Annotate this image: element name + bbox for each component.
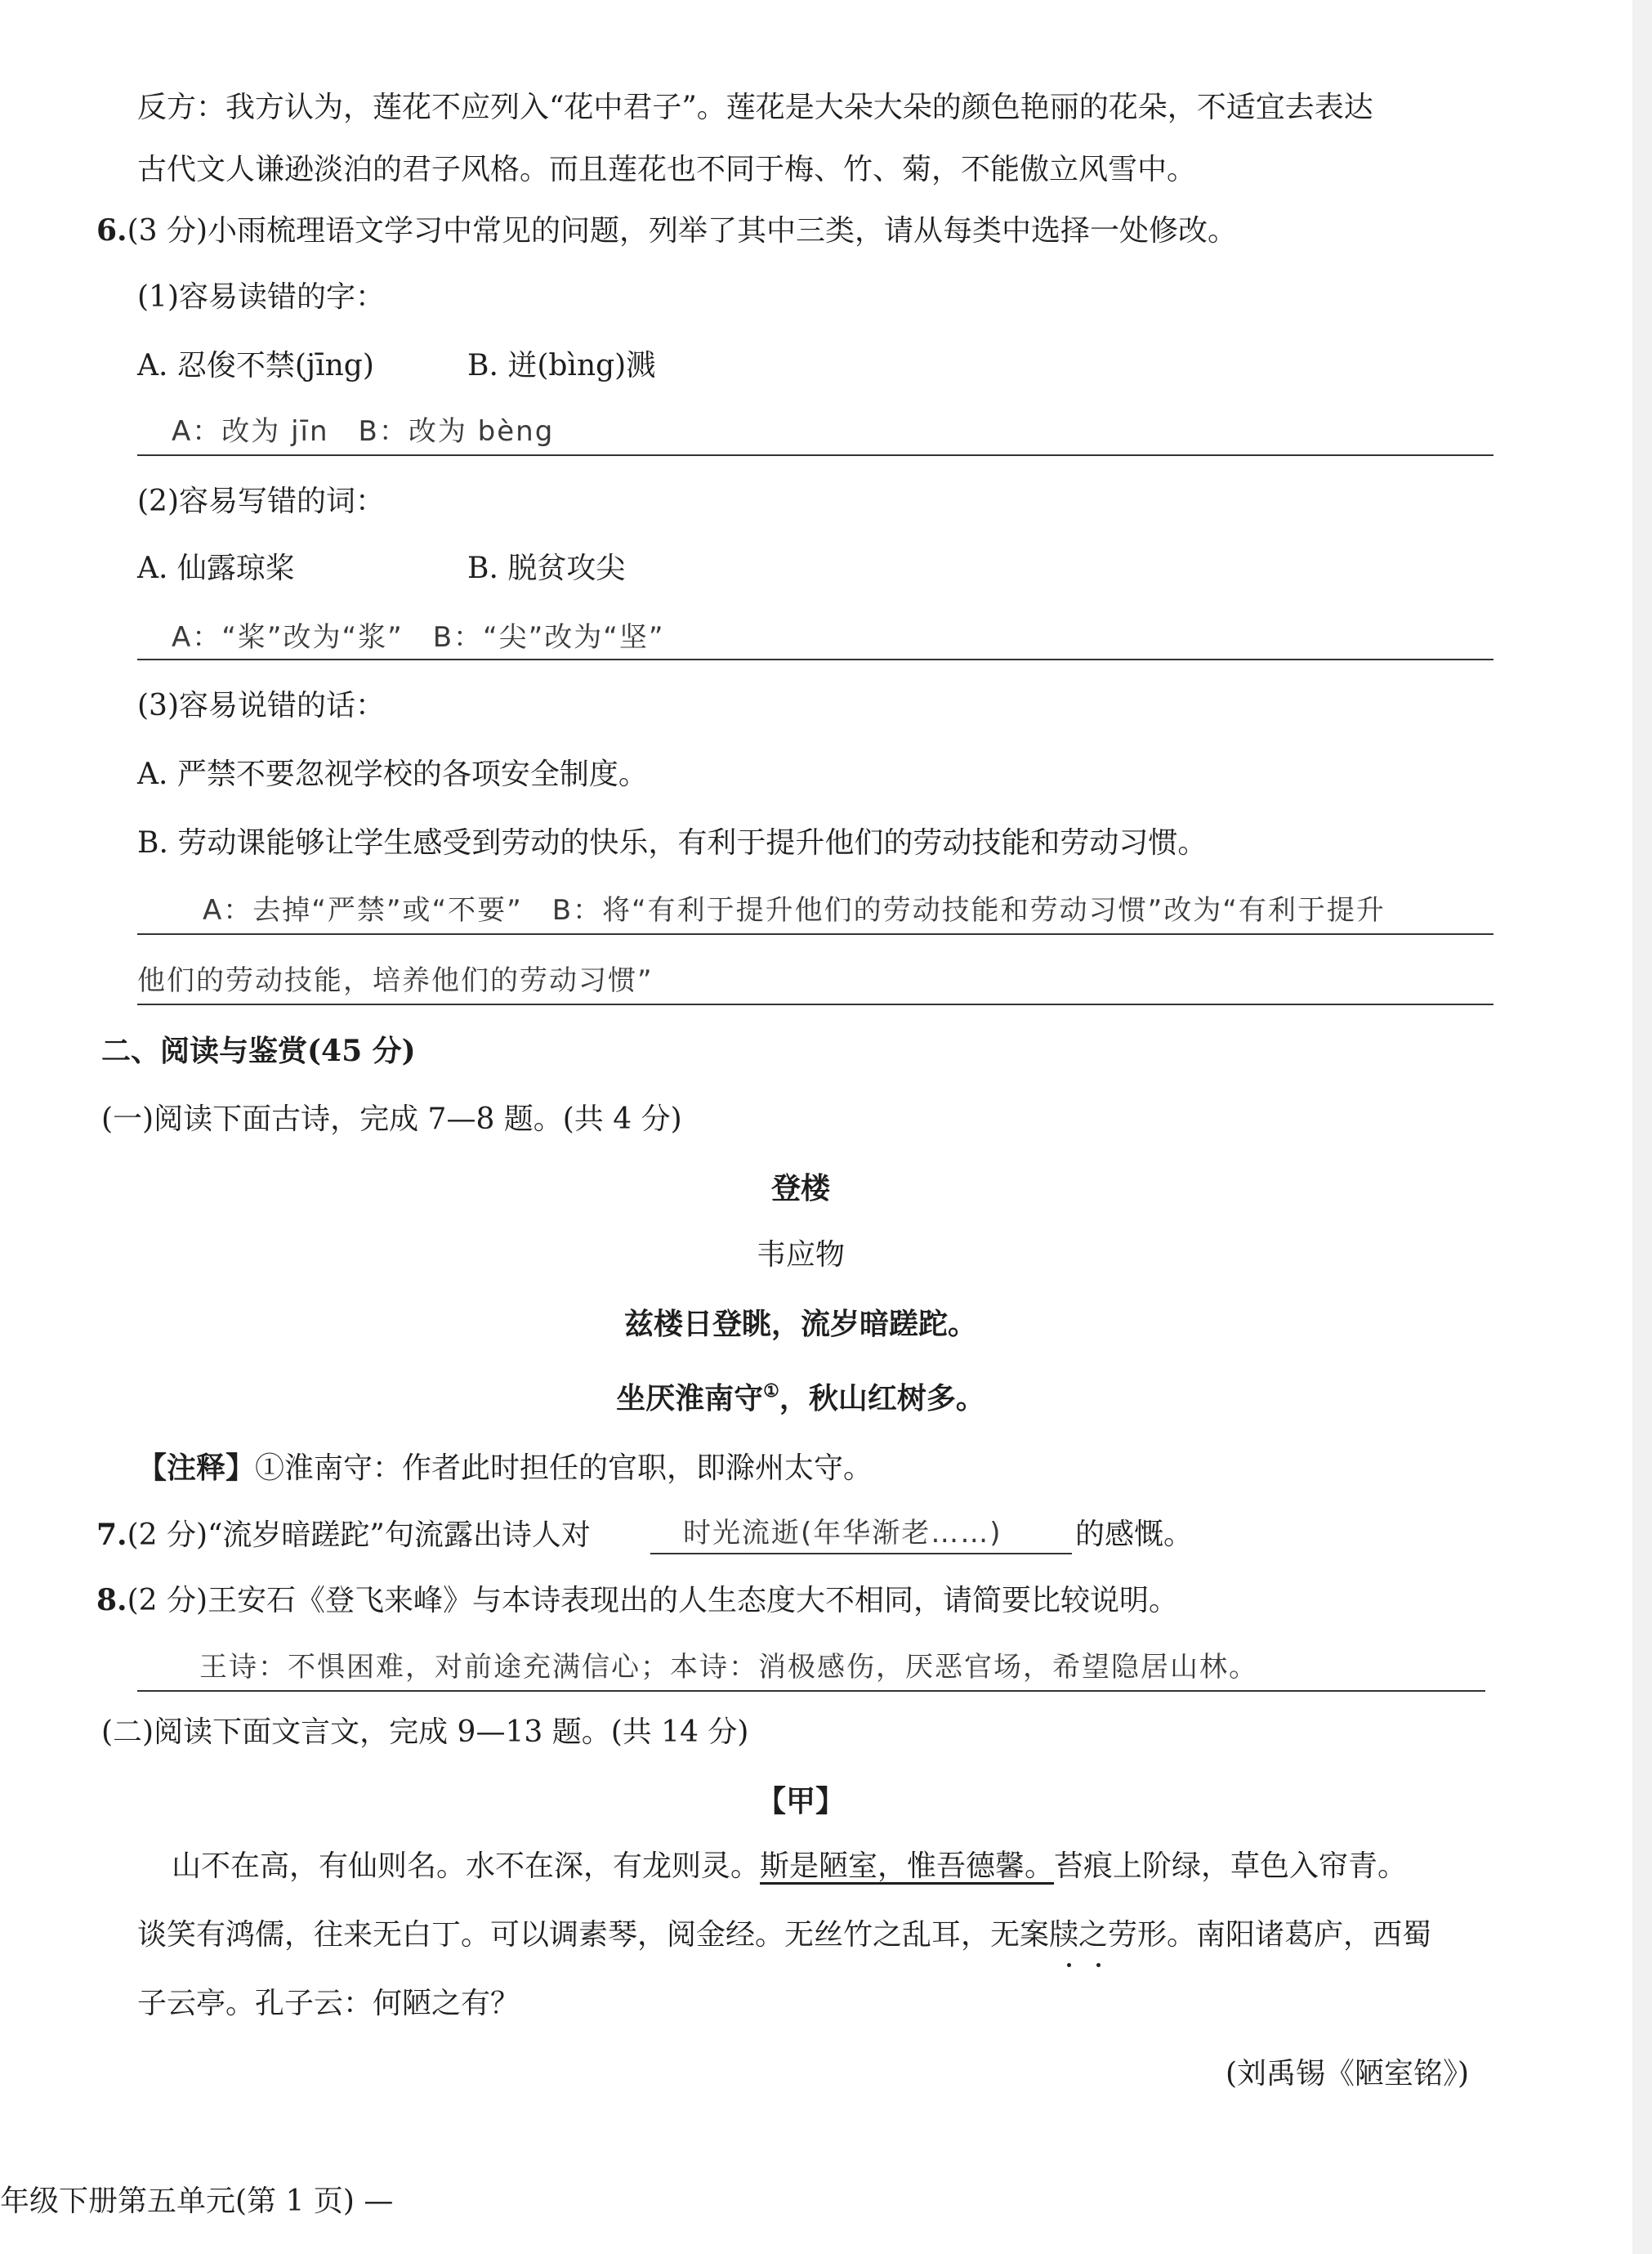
part2-intro: (二)阅读下面文言文，完成 9—13 题。(共 14 分) — [101, 1715, 749, 1749]
page-edge-shadow — [1632, 0, 1652, 2254]
note-label: 【注释】 — [137, 1451, 256, 1485]
debate-fanfang-line-2: 古代文人谦逊淡泊的君子风格。而且莲花也不同于梅、竹、菊，不能傲立风雪中。 — [137, 153, 1197, 186]
q6-part3-option-a: A. 严禁不要忽视学校的各项安全制度。 — [137, 758, 648, 791]
answer-line — [137, 1690, 1485, 1692]
question-8 — [96, 1581, 1178, 1621]
poem-line-1: 兹楼日登眺，流岁暗蹉跎。 — [623, 1307, 977, 1341]
q6-part2-option-b: B. 脱贫攻尖 — [467, 552, 626, 585]
passage-line-2: 谈笑有鸿儒，往来无白丁。可以调素琴，阅金经。无丝竹之乱耳，无案牍之劳形。南阳诸葛庐，西蜀 — [137, 1918, 1432, 1952]
emphasis-dot — [1096, 1963, 1101, 1967]
q8-answer: 王诗：不惧困难，对前途充满信心；本诗：消极感伤，厌恶官场，希望隐居山林。 — [199, 1651, 1258, 1684]
question-stem: (2 分)“流岁暗蹉跎”句流露出诗人对 — [127, 1518, 591, 1552]
q6-part2-title: (2)容易写错的词： — [137, 485, 385, 518]
passage-text: 苔痕上阶绿，草色入帘青。 — [1054, 1849, 1408, 1883]
question-7 — [96, 1515, 591, 1555]
passage-source: (刘禹锡《陋室铭》) — [1226, 2057, 1470, 2091]
q6-part3-title: (3)容易说错的话： — [137, 689, 385, 722]
question-6 — [96, 211, 1237, 251]
q6-part2-answer: A：“桨”改为“浆” B：“尖”改为“坚” — [172, 621, 665, 654]
poem-note — [137, 1448, 873, 1488]
underlined-sentence: 斯是陋室，惟吾德馨。 — [760, 1849, 1055, 1883]
debate-fanfang-line-1: 反方：我方认为，莲花不应列入“花中君子”。莲花是大朵大朵的颜色艳丽的花朵，不适宜去表达 — [137, 91, 1373, 124]
note-text: ①淮南守：作者此时担任的官职，即滁州太守。 — [255, 1451, 873, 1485]
question-number: 6. — [96, 213, 127, 248]
answer-line — [137, 454, 1493, 456]
question-stem: (2 分)王安石《登飞来峰》与本诗表现出的人生态度大不相同，请简要比较说明。 — [127, 1584, 1179, 1617]
q7-stem-end: 的感慨。 — [1075, 1518, 1194, 1551]
poem-line-2-text: 坐厌淮南守 — [616, 1381, 764, 1415]
q6-part1-option-b: B. 迸(bìng)溅 — [467, 349, 656, 382]
emphasis-dot — [1067, 1963, 1071, 1967]
q6-part1-answer: A：改为 jīn B：改为 bèng — [172, 415, 555, 448]
answer-line — [137, 933, 1493, 935]
passage-line-3: 子云亭。孔子云：何陋之有？ — [137, 1987, 520, 2020]
q7-answer: 时光流逝(年华渐老……) — [683, 1517, 1002, 1550]
text-label-jia: 【甲】 — [756, 1784, 845, 1818]
answer-line — [650, 1553, 1072, 1554]
section-title: 二、阅读与鉴赏(45 分) — [101, 1034, 416, 1068]
q6-part3-option-b: B. 劳动课能够让学生感受到劳动的快乐，有利于提升他们的劳动技能和劳动习惯。 — [137, 826, 1208, 860]
answer-line — [137, 1004, 1493, 1005]
q6-part1-option-a: A. 忍俊不禁(jīng) — [137, 349, 374, 382]
question-number: 8. — [96, 1583, 127, 1617]
poem-author: 韦应物 — [756, 1238, 845, 1272]
q6-part3-answer-line-1: A：去掉“严禁”或“不要” B：将“有利于提升他们的劳动技能和劳动习惯”改为“有利于提升 — [203, 894, 1386, 927]
question-stem: (3 分)小雨梳理语文学习中常见的问题，列举了其中三类，请从每类中选择一处修改。 — [127, 214, 1238, 248]
passage-line-1 — [172, 1847, 1407, 1886]
q6-part1-title: (1)容易读错的字： — [137, 280, 385, 314]
answer-line — [137, 659, 1493, 660]
q6-part2-option-a: A. 仙露琼桨 — [137, 552, 295, 585]
passage-text: 山不在高，有仙则名。水不在深，有龙则灵。 — [172, 1849, 761, 1883]
page-footer: 年级下册第五单元(第 1 页) — — [0, 2185, 394, 2218]
part1-intro: (一)阅读下面古诗，完成 7—8 题。(共 4 分) — [101, 1102, 682, 1136]
question-number: 7. — [96, 1518, 127, 1552]
poem-line-2-text-end: ，秋山红树多。 — [779, 1381, 985, 1415]
footnote-marker: ① — [763, 1380, 779, 1402]
q6-part3-answer-line-2: 他们的劳动技能，培养他们的劳动习惯” — [137, 964, 654, 997]
poem-title: 登楼 — [770, 1171, 830, 1205]
poem-line-2 — [0, 1371, 1601, 1418]
